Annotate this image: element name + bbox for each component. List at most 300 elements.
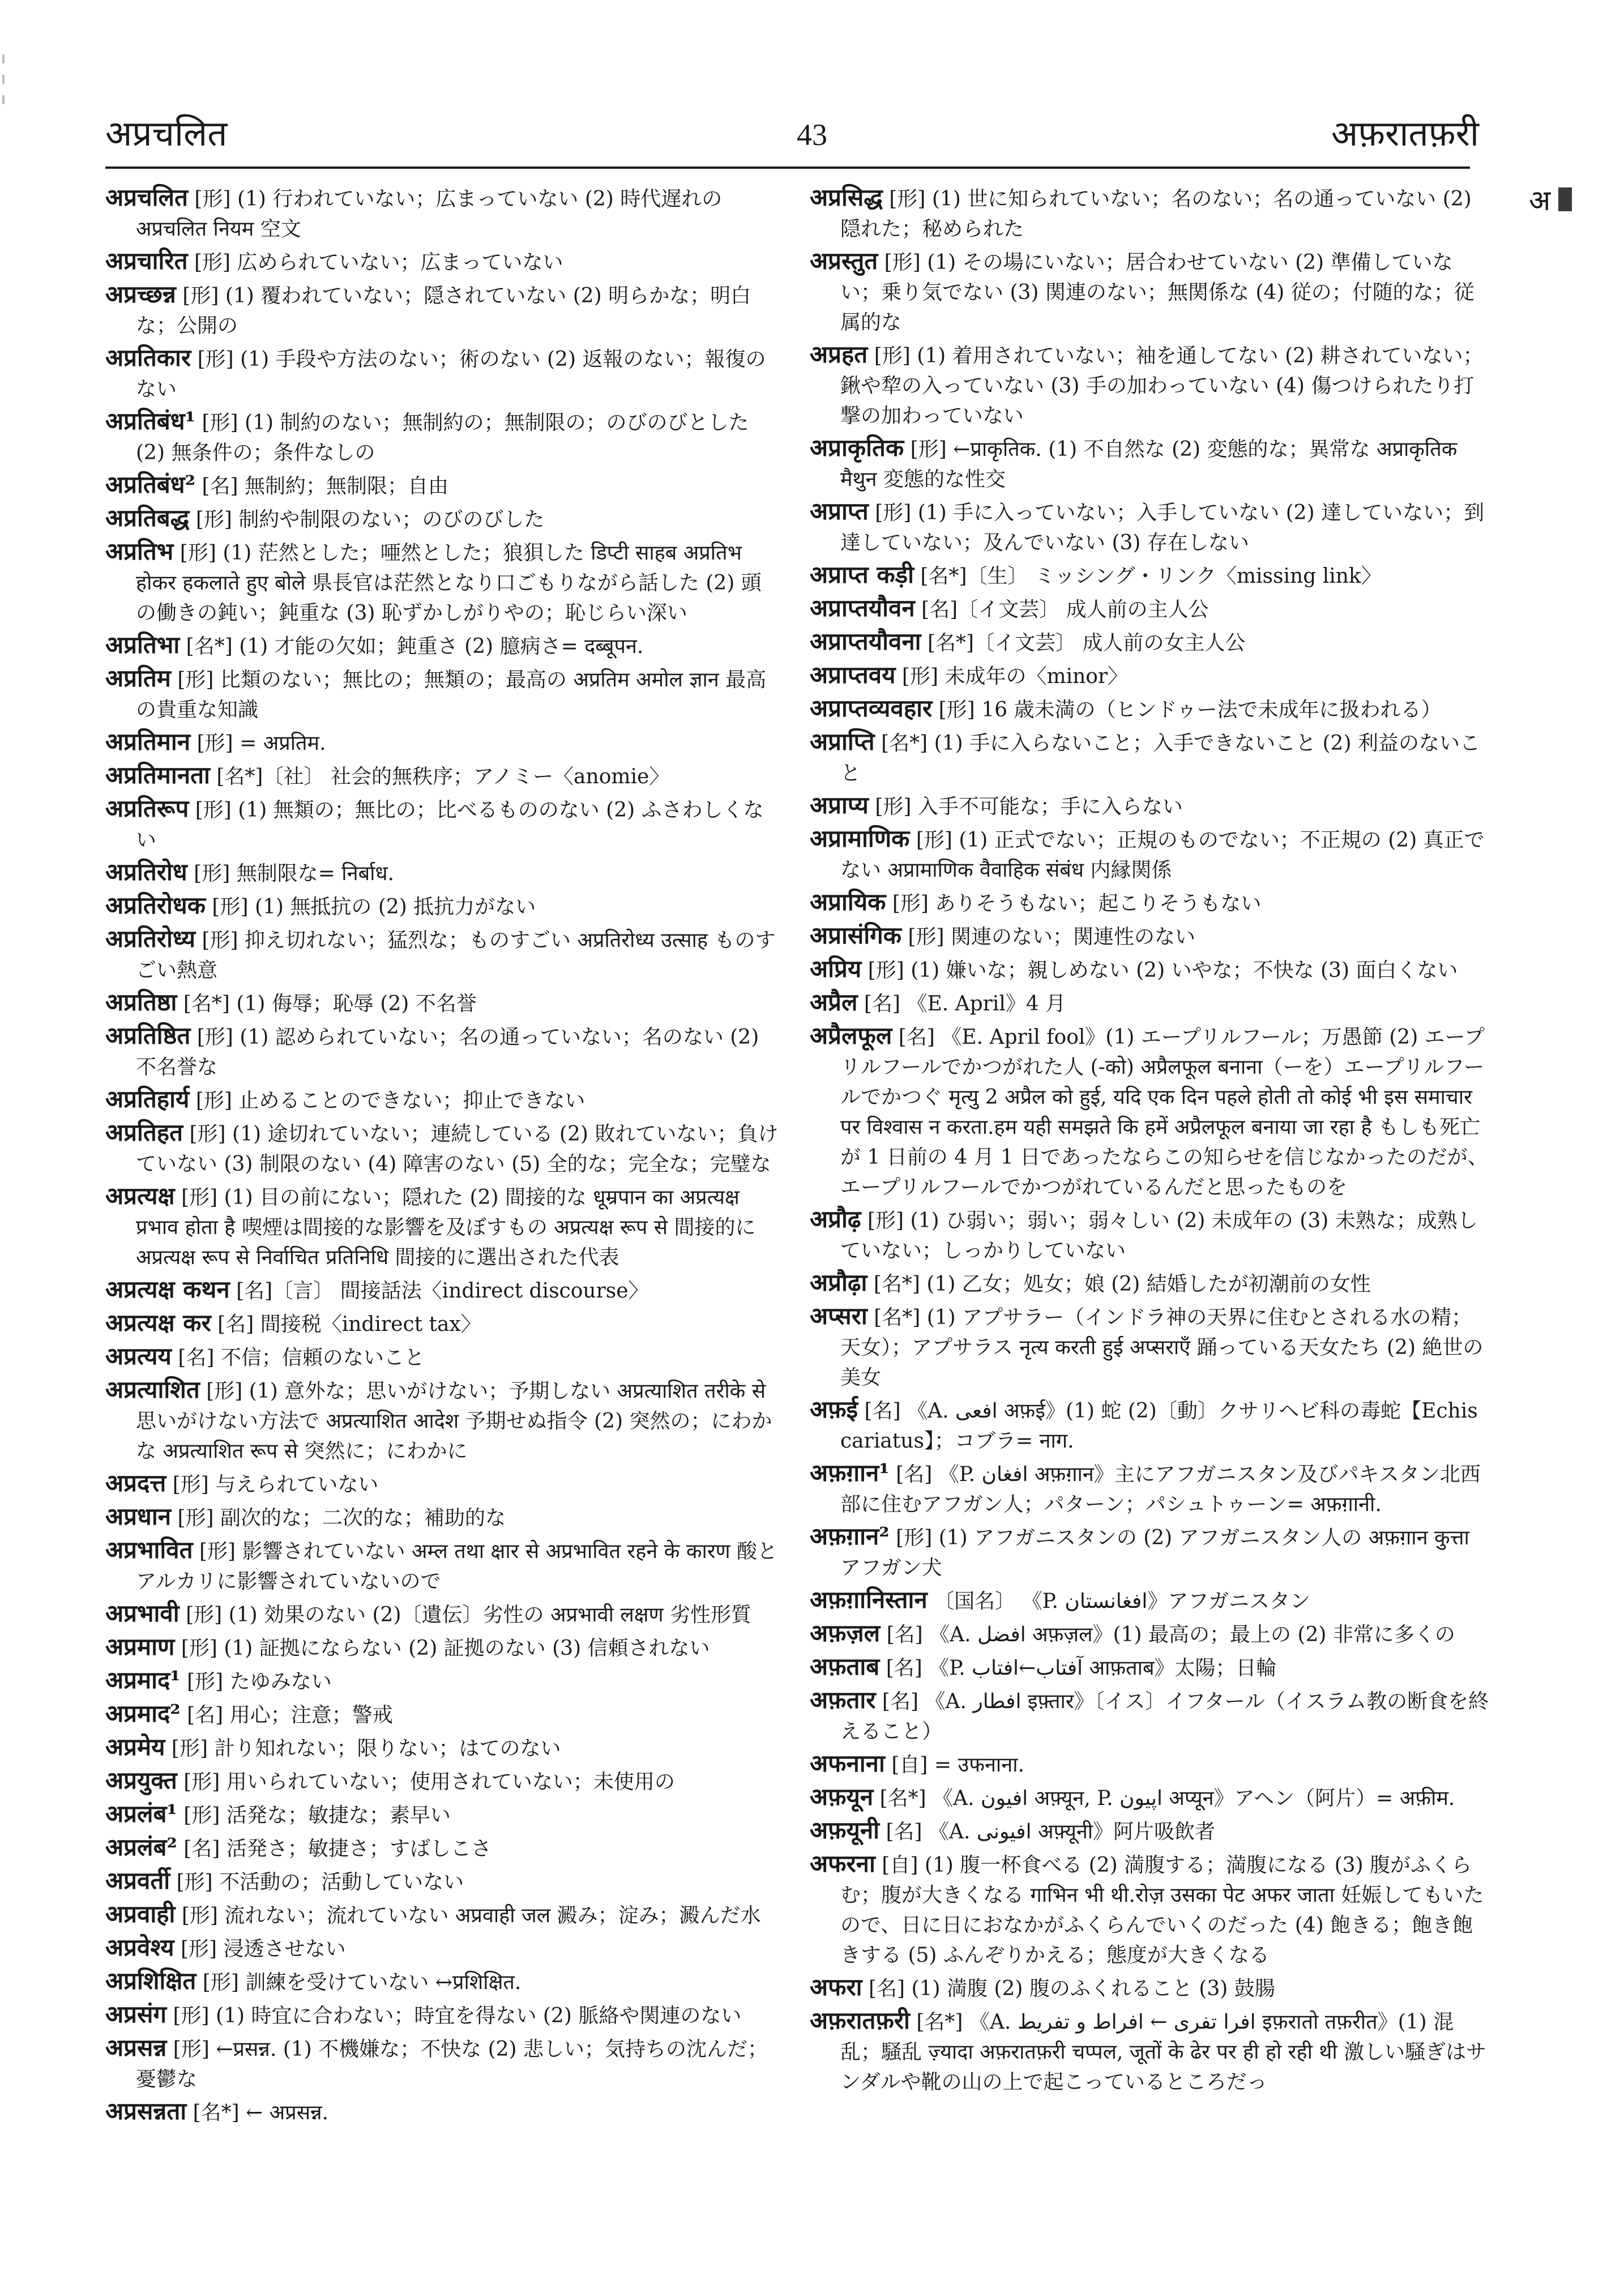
dictionary-entry bbox=[105, 760, 779, 792]
entry-pos-tag: [形] bbox=[874, 344, 911, 368]
dictionary-entry bbox=[810, 1458, 1489, 1520]
entry-definition: (1) 着用されていない；袖を通してない (2) 耕されていない；鍬や犂の入っていない (3) 手の加わっていない (4) 傷つけられたり打撃の加わっていない bbox=[840, 344, 1484, 428]
entry-definition: (1) 認められていない；名の通っていない；名のない (2) 不名誉な bbox=[136, 1026, 759, 1079]
entry-pos-tag: [形] bbox=[173, 2004, 210, 2028]
dictionary-entry bbox=[105, 793, 779, 855]
entry-pos-tag: [形] bbox=[194, 862, 230, 885]
entry-headword: अप्रतिकार bbox=[105, 344, 191, 372]
entry-definition: (1) 行われていない；広まっていない (2) 時代遅れの अप्रचलित नियम 空文 bbox=[136, 187, 723, 241]
entry-pos-tag: [名] bbox=[178, 1346, 215, 1369]
entry-definition: (1) 乙女；処女；娘 (2) 結婚したが初潮前の女性 bbox=[926, 1273, 1371, 1296]
entry-definition: 《E. April》4 月 bbox=[907, 992, 1066, 1015]
entry-pos-tag: [名*] bbox=[186, 635, 233, 658]
dictionary-entry bbox=[105, 536, 779, 628]
dictionary-entry bbox=[810, 1685, 1489, 1747]
entry-pos-tag: [形] bbox=[867, 1209, 904, 1232]
entry-pos-tag: [形] bbox=[181, 1937, 217, 1961]
entry-pos-tag: [名*]〔社〕 bbox=[216, 765, 324, 788]
entry-headword: अफ़ताब bbox=[810, 1653, 880, 1680]
entry-headword: अप्सरा bbox=[810, 1302, 867, 1330]
entry-headword: अप्रवाही bbox=[105, 1900, 176, 1928]
dictionary-entry bbox=[105, 1274, 779, 1306]
entry-definition: (1) 意外な；思いがけない；予期しない अप्रत्याशित तरीके से 思いがけない方法で अप्रत्याशित आदेश 予期せぬ指令 (2) 突然の；にわかな अप्रत्याशित रूप से 突然に；にわかに bbox=[136, 1380, 772, 1463]
thumb-index-tab bbox=[1558, 187, 1572, 211]
entry-pos-tag: [名*] bbox=[193, 2101, 240, 2124]
entry-definition: 入手不可能な；手に入らない bbox=[917, 795, 1183, 818]
entry-headword: अप्राप्त कड़ी bbox=[810, 561, 914, 588]
entry-pos-tag: [名*] bbox=[183, 992, 230, 1015]
dictionary-entry bbox=[105, 1501, 779, 1533]
dictionary-entry bbox=[105, 924, 779, 985]
entry-pos-tag: [形] bbox=[194, 187, 231, 211]
entry-pos-tag: [形] bbox=[901, 665, 938, 688]
entry-headword: अप्रतिरोध्य bbox=[105, 925, 196, 953]
entry-definition: 抑え切れない；猛烈な；ものすごい अप्रतिरोध्य उत्साह ものすごい熱意 bbox=[136, 929, 776, 982]
entry-pos-tag: [名] bbox=[868, 1977, 905, 2000]
entry-headword: अप्राप्त bbox=[810, 497, 869, 525]
entry-definition: 副次的な；二次的な；補助的な bbox=[220, 1506, 506, 1530]
entry-pos-tag: [名] bbox=[183, 1837, 220, 1860]
entry-pos-tag: [形] bbox=[889, 187, 926, 211]
entry-headword: अप्रचलित bbox=[105, 183, 188, 211]
entry-headword: अफ़तार bbox=[810, 1686, 876, 1714]
entry-pos-tag: [形] bbox=[202, 929, 238, 952]
entry-headword: अप्रतिरोधक bbox=[105, 891, 206, 919]
entry-pos-tag: [形] bbox=[189, 1122, 226, 1146]
dictionary-entry bbox=[105, 1866, 779, 1897]
dictionary-entry bbox=[810, 1849, 1489, 1970]
entry-headword: अप्रभावित bbox=[105, 1536, 193, 1564]
dictionary-entry bbox=[105, 2033, 779, 2094]
dictionary-entry bbox=[810, 1815, 1489, 1847]
dictionary-entry bbox=[810, 1301, 1489, 1393]
entry-headword: अफनाना bbox=[810, 1749, 885, 1777]
dictionary-entry bbox=[105, 1375, 779, 1466]
dictionary-entry bbox=[105, 1341, 779, 1373]
entry-pos-tag: [形] bbox=[202, 1971, 239, 1994]
thumb-index bbox=[1529, 180, 1572, 219]
entry-definition: (1) 覆われていない；隠されていない (2) 明らかな；明白な；公開の bbox=[136, 284, 751, 338]
entry-definition: 《A. افطار इफ़्तार》〔イス〕イフタール（イスラム教の断食を終えること） bbox=[840, 1690, 1489, 1743]
entry-definition: 《A. افضل अफ़ज़ल》(1) 最高の；最上の (2) 非常に多くの bbox=[929, 1623, 1455, 1646]
entry-headword: अप्रतिहार्य bbox=[105, 1085, 190, 1113]
dictionary-entry bbox=[105, 1932, 779, 1964]
entry-pos-tag: [名] bbox=[898, 1026, 935, 1049]
dictionary-entry bbox=[810, 1748, 1489, 1780]
entry-headword: अप्रतिष्ठित bbox=[105, 1022, 191, 1049]
entry-headword: अप्रत्याशित bbox=[105, 1376, 200, 1403]
entry-definition: (1) 制約のない；無制約の；無制限の；のびのびとした (2) 無条件の；条件なしの bbox=[136, 411, 749, 464]
entry-definition: ←प्राकृतिक. (1) 不自然な (2) 変態的な；異常な अप्राकृतिक मैथुन 変態的な性交 bbox=[840, 438, 1458, 491]
entry-pos-tag: [名]〔イ文芸〕 bbox=[921, 598, 1060, 621]
entry-definition: 活発な；敏捷な；素早い bbox=[226, 1804, 451, 1827]
dictionary-entry bbox=[105, 857, 779, 889]
entry-definition: (1) 途切れていない；連続している (2) 敗れていない；負けていない (3) 制限のない (4) 障害のない (5) 全的な；完全な；完璧な bbox=[136, 1122, 779, 1176]
entry-pos-tag: [形] bbox=[896, 1526, 933, 1550]
entry-pos-tag: [名*] bbox=[916, 2011, 963, 2034]
entry-pos-tag: [形] bbox=[194, 251, 231, 274]
entry-pos-tag: [形] bbox=[180, 541, 216, 565]
dictionary-entry bbox=[105, 1021, 779, 1082]
entry-headword: अप्रतिबंध² bbox=[105, 471, 196, 498]
entry-pos-tag: 〔国名〕 bbox=[934, 1590, 1016, 1613]
dictionary-entry bbox=[810, 823, 1489, 885]
entry-pos-tag: [形] bbox=[196, 1026, 233, 1049]
entry-definition: ありそうもない；起こりそうもない bbox=[935, 892, 1262, 915]
entry-headword: अप्रैल bbox=[810, 988, 858, 1016]
dictionary-entry bbox=[105, 279, 779, 341]
entry-pos-tag: [形] bbox=[202, 411, 238, 434]
entry-headword: अफ़रातफ़री bbox=[810, 2007, 910, 2034]
dictionary-entry bbox=[810, 246, 1489, 338]
entry-pos-tag: [形] bbox=[181, 1637, 217, 1660]
margin-mark bbox=[2, 54, 5, 63]
entry-definition: 制約や制限のない；のびのびした bbox=[238, 508, 545, 531]
entry-headword: अप्रहत bbox=[810, 340, 868, 368]
dictionary-entry bbox=[105, 1698, 779, 1730]
entry-definition: 《A. افعی अफ़ई》(1) 蛇 (2)〔動〕クサリヘビ科の毒蛇【Echis cariatus】；コブラ= नाग. bbox=[840, 1399, 1478, 1453]
entry-definition: (1) 時宜に合わない；時宜を得ない (2) 脈絡や関連のない bbox=[216, 2004, 742, 2028]
entry-headword: अप्रौढ़ bbox=[810, 1205, 861, 1233]
dictionary-entry bbox=[105, 1665, 779, 1697]
entry-pos-tag: [形] bbox=[187, 1670, 224, 1693]
entry-headword: अप्रमाण bbox=[105, 1633, 175, 1661]
entry-pos-tag: [名] bbox=[886, 1820, 922, 1843]
entry-headword: अप्रिय bbox=[810, 955, 862, 983]
entry-pos-tag: [形] bbox=[181, 1904, 218, 1927]
entry-pos-tag: [形] bbox=[183, 1804, 220, 1827]
entry-headword: अप्रसन्न bbox=[105, 2034, 167, 2061]
entry-definition: 広められていない；広まっていない bbox=[237, 251, 563, 274]
entry-headword: अप्रतिष्ठा bbox=[105, 988, 177, 1016]
dictionary-entry bbox=[810, 887, 1489, 919]
running-head-left: अप्रचलित bbox=[105, 113, 228, 154]
dictionary-entry bbox=[810, 626, 1489, 658]
entry-headword: अप्रतिहत bbox=[105, 1119, 183, 1146]
entry-definition: 浸透させない bbox=[223, 1937, 346, 1961]
entry-pos-tag: [形] bbox=[182, 284, 219, 308]
entry-definition: (1) その場にいない；居合わせていない (2) 準備していない；乗り気でない (3) 関連のない；無関係な (4) 従の；付随的な；従属的な bbox=[840, 251, 1475, 334]
dictionary-entry bbox=[105, 890, 779, 922]
entry-definition: (1) 嫌いな；親しめない (2) いやな；不快な (3) 面白くない bbox=[911, 959, 1458, 982]
dictionary-entry bbox=[810, 496, 1489, 558]
entry-headword: अप्रस्तुत bbox=[810, 247, 878, 275]
entry-headword: अप्रभावी bbox=[105, 1599, 180, 1627]
entry-definition: (1) 腹一杯食べる (2) 満腹する；満腹になる (3) 腹がふくらむ；腹が大きくなる गाभिन भी थी.रोज़ उसका पेट अफर जाता 妊娠してもいたので、日に日におなかがふくらんでいくのだった (4) 飽きる；飽き飽きする (5) ふんぞりかえる；態度が大きくなる bbox=[840, 1854, 1484, 1967]
entry-definition: (1) 無類の；無比の；比べるもののない (2) ふさわしくない bbox=[136, 799, 764, 852]
entry-definition: ←प्रसन्न. (1) 不機嫌な；不快な (2) 悲しい；気持ちの沈んだ；憂鬱な bbox=[136, 2038, 768, 2091]
entry-definition: (1) 満腹 (2) 腹のふくれること (3) 鼓腸 bbox=[911, 1977, 1275, 2000]
entry-headword: अफरना bbox=[810, 1850, 875, 1877]
entry-definition: 与えられていない bbox=[215, 1473, 379, 1496]
entry-definition: 《P. آفتاب←افتاب आफ़ताब》太陽；日輪 bbox=[929, 1657, 1277, 1680]
entry-headword: अप्रयुक्त bbox=[105, 1766, 177, 1794]
entry-headword: अप्रतिम bbox=[105, 664, 171, 692]
entry-headword: अप्रमेय bbox=[105, 1733, 165, 1761]
dictionary-entry bbox=[810, 1521, 1489, 1583]
dictionary-entry bbox=[105, 1765, 779, 1797]
entry-pos-tag: [名] bbox=[864, 992, 901, 1015]
entry-definition: 社会的無秩序；アノミー〈anomie〉 bbox=[330, 765, 670, 788]
dictionary-entry bbox=[810, 1972, 1489, 2004]
entry-pos-tag: [形] bbox=[938, 698, 975, 722]
dictionary-entry bbox=[105, 1799, 779, 1830]
entry-headword: अप्रलंब² bbox=[105, 1833, 177, 1861]
entry-pos-tag: [形] bbox=[181, 1186, 218, 1209]
entry-headword: अप्रतिमानता bbox=[105, 761, 210, 789]
dictionary-entry bbox=[810, 727, 1489, 788]
dictionary-entry bbox=[810, 954, 1489, 985]
entry-headword: अफ़ग़ानिस्तान bbox=[810, 1586, 928, 1614]
header-rule bbox=[105, 167, 1470, 169]
entry-pos-tag: [形] bbox=[196, 732, 233, 755]
entry-headword: अप्राप्तव्यवहार bbox=[810, 694, 933, 722]
dictionary-entry bbox=[105, 503, 779, 535]
entry-pos-tag: [形] bbox=[197, 348, 234, 371]
entry-definition: (1) 正式でない；正規のものでない；不正規の (2) 真正でない अप्रामाणिक वैवाहिक संबंध 内縁関係 bbox=[840, 829, 1485, 882]
entry-pos-tag: [形] bbox=[875, 501, 912, 524]
entry-definition: 《A. افیونی अफ़्यूनी》阿片吸飲者 bbox=[929, 1820, 1216, 1843]
entry-definition: 間接税〈indirect tax〉 bbox=[260, 1313, 481, 1336]
entry-definition: 活発さ；敏捷さ；すばしこさ bbox=[226, 1837, 492, 1860]
entry-headword: अप्राप्तवय bbox=[810, 661, 896, 689]
dictionary-entry bbox=[105, 1999, 779, 2031]
entry-definition: 比類のない；無比の；無類の；最高の अप्रतिम अमोल ज्ञान 最高の貴重な知識 bbox=[136, 668, 767, 722]
entry-pos-tag: [形] bbox=[908, 925, 945, 949]
dictionary-entry bbox=[105, 1117, 779, 1179]
entry-definition: (1) 証拠にならない (2) 証拠のない (3) 信頼されない bbox=[224, 1637, 710, 1660]
entry-definition: 止めることのできない；抑止できない bbox=[238, 1089, 586, 1112]
entry-pos-tag: [形] bbox=[171, 1737, 208, 1760]
entry-definition: ← अप्रसन्न. bbox=[246, 2101, 329, 2124]
entry-definition: = उफनाना. bbox=[934, 1753, 1025, 1777]
entry-definition: 訓練を受けていない ↔प्रशिक्षित. bbox=[245, 1971, 522, 1994]
entry-pos-tag: [名] bbox=[187, 1704, 224, 1727]
dictionary-entry bbox=[105, 1632, 779, 1663]
entry-pos-tag: [名*] bbox=[879, 1787, 926, 1810]
entry-definition: 用いられていない；使用されていない；未使用の bbox=[226, 1770, 675, 1794]
dictionary-entry bbox=[105, 1966, 779, 1998]
entry-definition: 流れない；流れていない अप्रवाही जल 澱み；淀み；澱んだ水 bbox=[224, 1904, 761, 1927]
entry-definition: (1) アプサラー（インドラ神の天界に住むとされる水の精；天女）；アプサラス नृत्य करती हुई अप्सराएँ 踊っている天女たち (2) 絶世の美女 bbox=[840, 1306, 1484, 1389]
entry-headword: अप्रचारित bbox=[105, 247, 188, 275]
entry-headword: अफ़यूनी bbox=[810, 1816, 880, 1844]
entry-headword: अफ़ई bbox=[810, 1395, 858, 1423]
entry-headword: अप्रसिद्ध bbox=[810, 183, 883, 211]
dictionary-entry bbox=[810, 1021, 1489, 1202]
entry-definition: (1) 手に入らないこと；入手できないこと (2) 利益のないこと bbox=[840, 732, 1480, 785]
dictionary-entry bbox=[105, 1308, 779, 1339]
entry-pos-tag: [名] bbox=[864, 1399, 901, 1423]
entry-pos-tag: [形] bbox=[875, 795, 912, 818]
dictionary-entry bbox=[105, 1535, 779, 1597]
left-column bbox=[105, 182, 779, 2129]
dictionary-entry bbox=[810, 2005, 1489, 2097]
entry-definition: 間接話法〈indirect discourse〉 bbox=[340, 1279, 649, 1303]
entry-pos-tag: [名*] bbox=[873, 1273, 920, 1296]
dictionary-entry bbox=[810, 660, 1489, 692]
entry-headword: अप्रमाद² bbox=[105, 1700, 181, 1727]
dictionary-entry bbox=[810, 433, 1489, 494]
entry-headword: अप्रौढ़ा bbox=[810, 1269, 867, 1296]
dictionary-entry bbox=[810, 1782, 1489, 1813]
dictionary-entry bbox=[105, 1899, 779, 1931]
entry-pos-tag: [形] bbox=[195, 508, 232, 531]
dictionary-entry bbox=[105, 470, 779, 501]
dictionary-entry bbox=[810, 1394, 1489, 1456]
entry-pos-tag: [形] bbox=[199, 1540, 236, 1563]
entry-headword: अप्रवर्ती bbox=[105, 1867, 170, 1894]
entry-headword: अफ़ग़ान¹ bbox=[810, 1459, 890, 1487]
entry-definition: 計り知れない；限りない；はてのない bbox=[214, 1737, 561, 1760]
entry-pos-tag: [形] bbox=[910, 438, 947, 461]
entry-pos-tag: [形] bbox=[183, 1770, 220, 1794]
entry-pos-tag: [形] bbox=[916, 829, 952, 852]
entry-headword: अप्रामाणिक bbox=[810, 825, 910, 852]
dictionary-entry bbox=[810, 1585, 1489, 1616]
dictionary-entry bbox=[105, 1181, 779, 1273]
dictionary-entry bbox=[105, 182, 779, 244]
dictionary-entry bbox=[810, 987, 1489, 1019]
entry-pos-tag: [形] bbox=[884, 251, 921, 274]
entry-definition: 不活動の；活動していない bbox=[219, 1871, 464, 1894]
entry-headword: अप्रमाद¹ bbox=[105, 1666, 181, 1694]
dictionary-entry bbox=[810, 790, 1489, 822]
dictionary-entry bbox=[810, 339, 1489, 431]
entry-pos-tag: [形] bbox=[195, 799, 232, 822]
entry-headword: अप्रत्यय bbox=[105, 1342, 172, 1370]
entry-headword: अफ़यून bbox=[810, 1783, 874, 1811]
entry-pos-tag: [名*] bbox=[874, 1306, 921, 1329]
entry-headword: अप्रशिक्षित bbox=[105, 1967, 196, 1995]
dictionary-entry bbox=[105, 406, 779, 468]
entry-headword: अप्रसन्नता bbox=[105, 2097, 187, 2125]
entry-headword: अप्रासंगिक bbox=[810, 921, 902, 949]
entry-pos-tag: [名*]〔生〕 bbox=[920, 565, 1028, 588]
entry-headword: अप्रतिरोध bbox=[105, 858, 187, 886]
dictionary-entry bbox=[810, 593, 1489, 625]
entry-pos-tag: [名] bbox=[896, 1463, 933, 1486]
entry-definition: たゆみない bbox=[229, 1670, 332, 1693]
entry-pos-tag: [名] bbox=[202, 475, 238, 498]
dictionary-entry bbox=[105, 343, 779, 404]
running-head-right: अफ़रातफ़री bbox=[1331, 113, 1479, 154]
dictionary-entry bbox=[810, 560, 1489, 591]
entry-definition: (1) 目の前にない；隠れた (2) 間接的な धूम्रपान का अप्रत्यक्ष प्रभाव होता है 喫煙は間接的な影響を及ぼすもの अप्रत्यक्ष रूप से 間接的に अप्रत्यक्ष रूप से निर्वाचित प्रतिनिधि 間接的に選出された代表 bbox=[136, 1186, 756, 1269]
dictionary-entry bbox=[810, 1618, 1489, 1650]
entry-definition: (1) 才能の欠如；鈍重さ (2) 臆病さ= दब्बूपन. bbox=[239, 635, 644, 658]
entry-pos-tag: [形] bbox=[186, 1603, 223, 1627]
entry-headword: अप्रतिबद्ध bbox=[105, 504, 190, 532]
dictionary-entry bbox=[105, 246, 779, 278]
entry-headword: अफरा bbox=[810, 1973, 862, 2001]
entry-headword: अप्रतिभा bbox=[105, 631, 180, 659]
entry-pos-tag: [形] bbox=[176, 1871, 213, 1894]
entry-definition: ミッシング・リンク〈missing link〉 bbox=[1034, 565, 1382, 588]
entry-headword: अफ़ज़ल bbox=[810, 1619, 881, 1647]
entry-definition: = अप्रतिम. bbox=[240, 732, 326, 755]
entry-headword: अप्रच्छन्न bbox=[105, 280, 176, 308]
dictionary-entry bbox=[105, 1832, 779, 1864]
dictionary-entry bbox=[105, 987, 779, 1019]
entry-pos-tag: [形] bbox=[212, 895, 249, 919]
entry-headword: अप्रतिबंध¹ bbox=[105, 407, 196, 435]
entry-pos-tag: [形] bbox=[172, 1473, 209, 1496]
entry-pos-tag: [名*]〔イ文芸〕 bbox=[927, 631, 1076, 655]
entry-headword: अफ़ग़ान² bbox=[810, 1522, 890, 1550]
entry-pos-tag: [自] bbox=[891, 1753, 928, 1777]
entry-pos-tag: [形] bbox=[892, 892, 929, 915]
entry-definition: (1) ひ弱い；弱い；弱々しい (2) 未成年の (3) 未熟な；成熟していない；しっかりしていない bbox=[840, 1209, 1478, 1262]
entry-definition: (1) 手段や方法のない；術のない (2) 返報のない；報復のない bbox=[136, 348, 766, 401]
entry-headword: अप्रसंग bbox=[105, 2000, 167, 2028]
entry-definition: 無制限な= निर्बाध. bbox=[236, 862, 395, 885]
entry-pos-tag: [自] bbox=[882, 1854, 918, 1877]
entry-definition: 16 歳未満の（ヒンドゥー法で未成年に扱われる） bbox=[981, 698, 1442, 722]
entry-definition: 用心；注意；警戒 bbox=[229, 1704, 393, 1727]
dictionary-entry bbox=[810, 1651, 1489, 1683]
entry-pos-tag: [形] bbox=[177, 668, 214, 692]
entry-pos-tag: [形] bbox=[177, 1506, 214, 1530]
entry-pos-tag: [名*] bbox=[881, 732, 928, 755]
dictionary-entry bbox=[810, 1204, 1489, 1266]
entry-headword: अप्राप्तयौवन bbox=[810, 594, 915, 622]
entry-headword: अप्रायिक bbox=[810, 888, 886, 916]
dictionary-entry bbox=[810, 693, 1489, 725]
entry-headword: अप्राप्तयौवना bbox=[810, 628, 921, 655]
entry-pos-tag: [形] bbox=[195, 1089, 232, 1112]
entry-headword: अप्रधान bbox=[105, 1503, 172, 1530]
dictionary-entry bbox=[105, 663, 779, 725]
entry-definition: 《A. افرا تفری ← افراط و تفریط इफ़रातो तफ़रीत》(1) 混乱；騒乱 ज़्यादा अफ़रातफ़री चप्पल, जूतों के ढेर पर ही हो रही थी 激しい騒ぎはサンダルや靴の山の上で起こっているところだっ bbox=[840, 2011, 1487, 2094]
dictionary-entry bbox=[105, 1468, 779, 1500]
entry-definition: (1) アフガニスタンの (2) アフガニスタン人の अफ़ग़ान कुत्ता アフガン犬 bbox=[840, 1526, 1469, 1580]
entry-headword: अप्रदत्त bbox=[105, 1469, 166, 1497]
entry-definition: (1) 世に知られていない；名のない；名の通っていない (2) 隠れた；秘められた bbox=[840, 187, 1472, 241]
entry-headword: अप्रवेश्य bbox=[105, 1934, 174, 1961]
entry-definition: 《P. افغان अफ़ग़ान》主にアフガニスタン及びパキスタン北西部に住むアフガン人；パターン；パシュトゥーン= अफ़ग़ानी. bbox=[840, 1463, 1481, 1516]
entry-pos-tag: [形] bbox=[206, 1380, 243, 1403]
entry-pos-tag: [名] bbox=[886, 1657, 922, 1680]
dictionary-entry bbox=[105, 1084, 779, 1116]
entry-pos-tag: [形] bbox=[867, 959, 904, 982]
entry-definition: 未成年の〈minor〉 bbox=[945, 665, 1129, 688]
entry-headword: अप्राप्य bbox=[810, 791, 869, 819]
thumb-index-letter: अ bbox=[1529, 184, 1551, 217]
entry-headword: अप्रतिमान bbox=[105, 728, 191, 756]
dictionary-entry bbox=[105, 1598, 779, 1630]
entry-headword: अप्रैलफूल bbox=[810, 1022, 892, 1049]
entry-definition: 不信；信頼のないこと bbox=[220, 1346, 425, 1369]
entry-headword: अप्रत्यक्ष कथन bbox=[105, 1275, 230, 1303]
entry-pos-tag: [名] bbox=[217, 1313, 254, 1336]
page-number: 43 bbox=[797, 118, 827, 152]
entry-definition: (1) 茫然とした；唖然とした；狼狽した डिप्टी साहब अप्रतिभ होकर हकलाते हुए बोले 県長官は茫然となり口ごもりながら話した (2) 頭の働きの鈍い；鈍重な (3) 恥ずかしがりやの；恥じらい深い bbox=[136, 541, 762, 625]
entry-definition: (1) 無抵抗の (2) 抵抗力がない bbox=[254, 895, 536, 919]
entry-definition: 成人前の女主人公 bbox=[1082, 631, 1246, 655]
entry-headword: अप्रतिभ bbox=[105, 537, 174, 565]
entry-definition: 関連のない；関連性のない bbox=[951, 925, 1196, 949]
entry-definition: (1) 侮辱；恥辱 (2) 不名誉 bbox=[236, 992, 477, 1015]
margin-mark bbox=[2, 95, 5, 104]
entry-definition: 《P. افغانستان》アフガニスタン bbox=[1022, 1590, 1310, 1613]
dictionary-entry bbox=[105, 2096, 779, 2128]
entry-definition: 成人前の主人公 bbox=[1066, 598, 1209, 621]
entry-headword: अप्राप्ति bbox=[810, 728, 875, 756]
dictionary-entry bbox=[105, 630, 779, 661]
entry-headword: अप्रत्यक्ष bbox=[105, 1182, 175, 1210]
entry-headword: अप्रतिरूप bbox=[105, 795, 189, 822]
